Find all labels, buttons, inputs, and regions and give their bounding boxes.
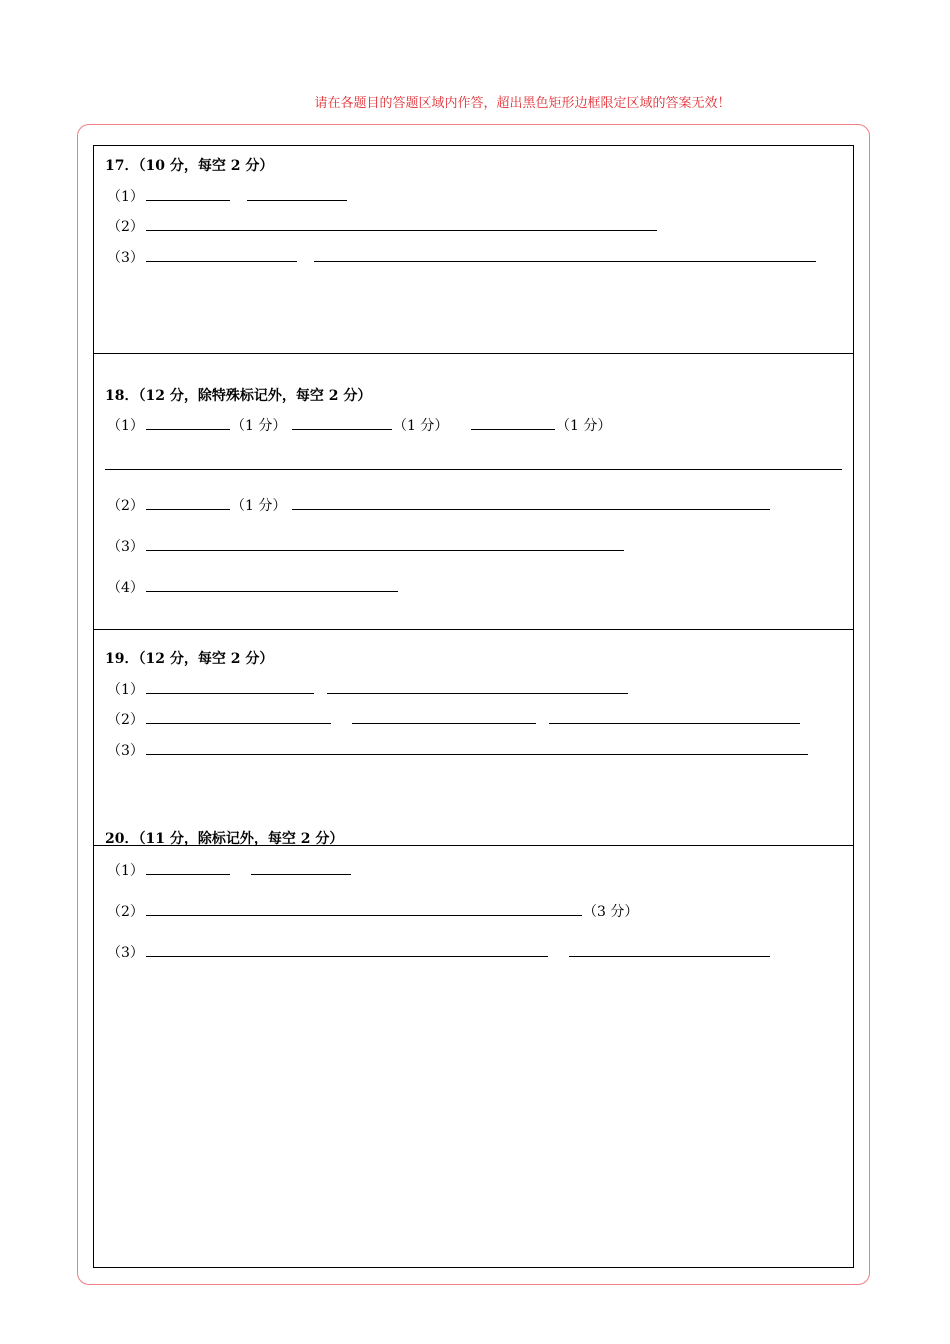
q17-title: 17．（10 分，每空 2 分） — [105, 158, 274, 174]
q18-1-blank-c[interactable] — [471, 429, 555, 430]
q18-part2-label: （2） — [107, 498, 144, 514]
q17-part2-label: （2） — [107, 219, 144, 235]
q19-2-blank-b[interactable] — [352, 723, 536, 724]
section-divider-17-18 — [93, 353, 854, 354]
q18-1-note-b: （1 分） — [393, 418, 449, 434]
q18-1-blank-a[interactable] — [146, 429, 230, 430]
q20-part1-label: （1） — [107, 863, 144, 879]
q20-1-blank-b[interactable] — [251, 874, 351, 875]
q18-2-note: （1 分） — [231, 498, 287, 514]
q18-3-blank[interactable] — [146, 550, 624, 551]
q20-title: 20．（11 分，除标记外，每空 2 分） — [105, 831, 344, 847]
q18-2-blank-b[interactable] — [292, 509, 770, 510]
q18-4-blank[interactable] — [146, 591, 398, 592]
q19-1-blank-b[interactable] — [327, 693, 628, 694]
q19-2-blank-c[interactable] — [549, 723, 800, 724]
q17-part3-label: （3） — [107, 250, 144, 266]
section-divider-18-19 — [93, 629, 854, 630]
q18-part1-label: （1） — [107, 418, 144, 434]
q18-part4-label: （4） — [107, 580, 144, 596]
q17-3-blank-b[interactable] — [314, 261, 816, 262]
q18-title: 18．（12 分，除特殊标记外，每空 2 分） — [105, 388, 372, 404]
q18-1-note-c: （1 分） — [556, 418, 612, 434]
q19-part1-label: （1） — [107, 682, 144, 698]
q19-1-blank-a[interactable] — [146, 693, 314, 694]
q17-part1-label: （1） — [107, 189, 144, 205]
q20-part3-label: （3） — [107, 945, 144, 961]
q17-2-blank[interactable] — [146, 230, 657, 231]
q19-3-blank[interactable] — [146, 754, 808, 755]
q17-1-blank-a[interactable] — [146, 200, 230, 201]
q19-part2-label: （2） — [107, 712, 144, 728]
q18-2-blank-a[interactable] — [146, 509, 230, 510]
q20-2-blank[interactable] — [146, 915, 582, 916]
q18-1-full-blank[interactable] — [105, 469, 842, 470]
q20-3-blank-a[interactable] — [146, 956, 548, 957]
q18-1-note-a: （1 分） — [231, 418, 287, 434]
q17-1-blank-b[interactable] — [247, 200, 347, 201]
q20-2-note: （3 分） — [583, 904, 639, 920]
q20-3-blank-b[interactable] — [569, 956, 770, 957]
notice-text: 请在各题目的答题区域内作答，超出黑色矩形边框限定区域的答案无效！ — [314, 96, 731, 111]
q19-title: 19．（12 分，每空 2 分） — [105, 651, 274, 667]
answer-area-frame — [93, 145, 854, 1268]
q17-3-blank-a[interactable] — [146, 261, 297, 262]
q20-1-blank-a[interactable] — [146, 874, 230, 875]
q19-2-blank-a[interactable] — [146, 723, 331, 724]
q20-part2-label: （2） — [107, 904, 144, 920]
q18-1-blank-b[interactable] — [292, 429, 392, 430]
q18-part3-label: （3） — [107, 539, 144, 555]
q19-part3-label: （3） — [107, 743, 144, 759]
